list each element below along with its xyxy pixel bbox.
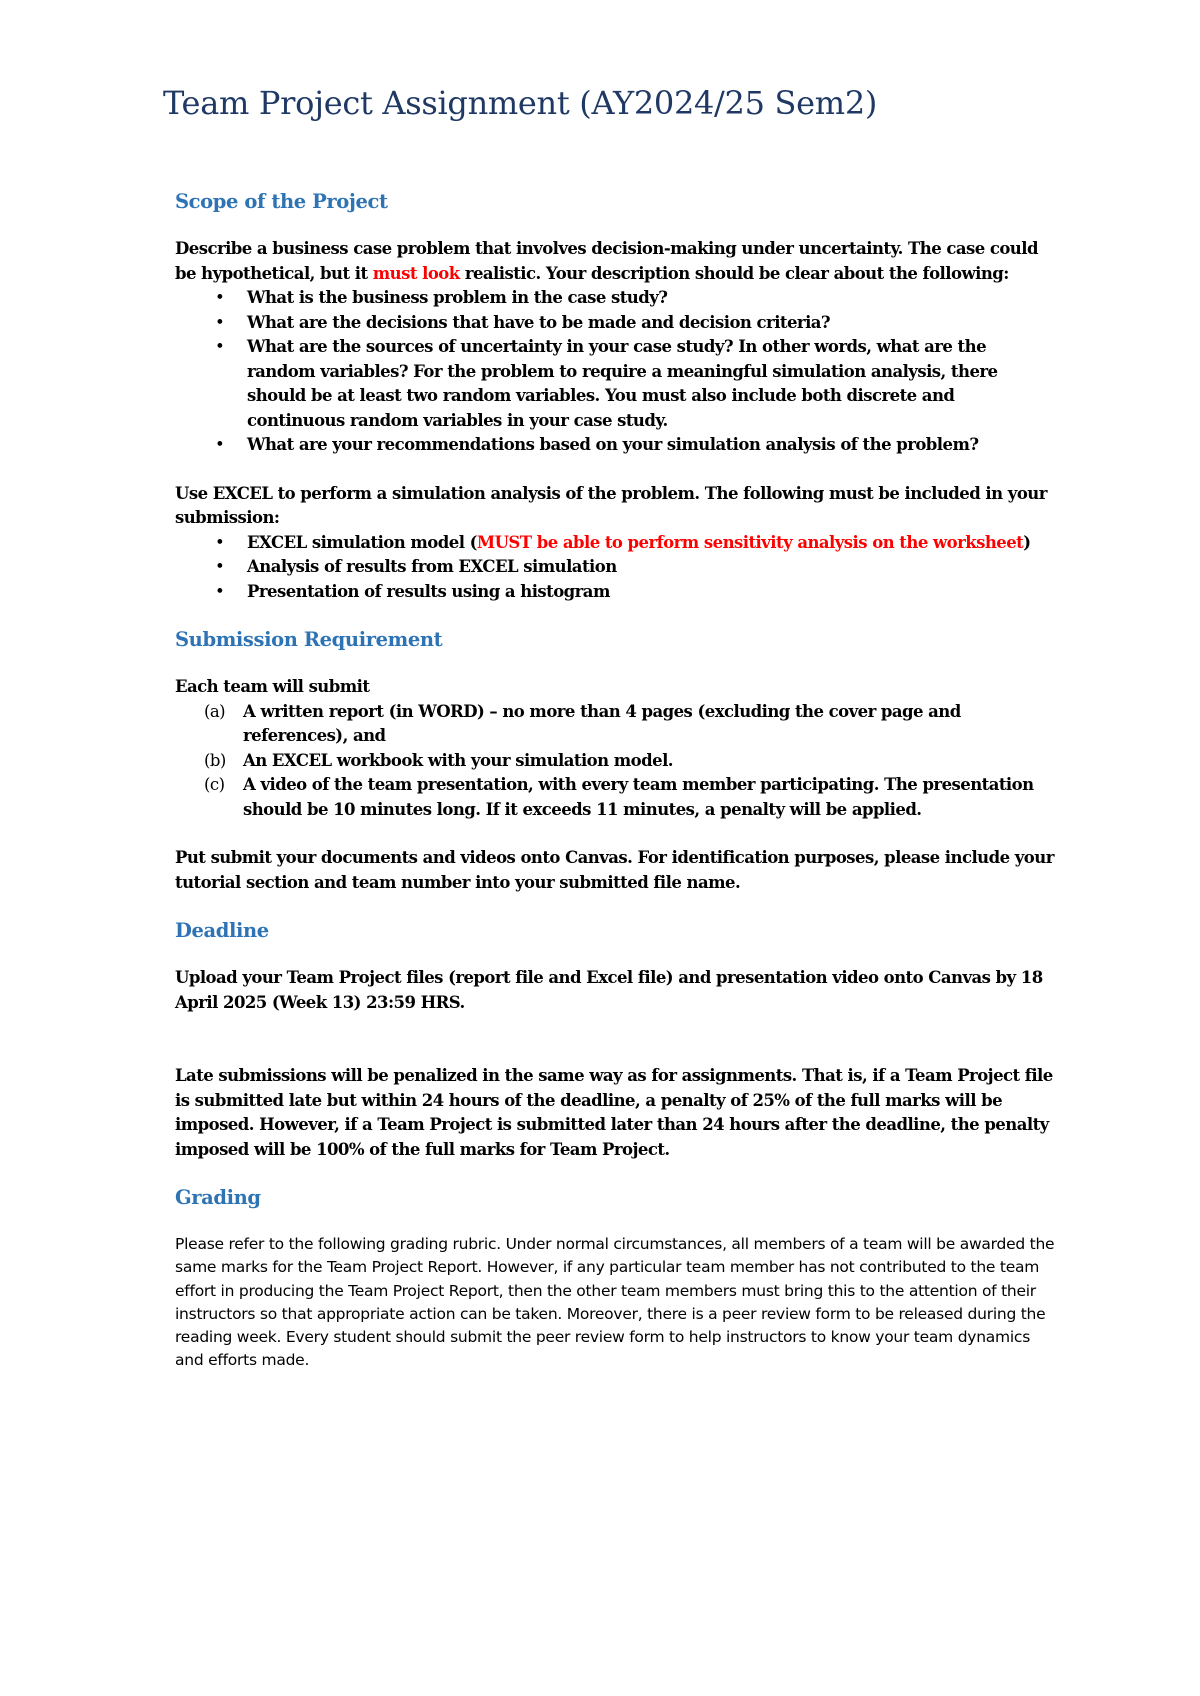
submission-heading: Submission Requirement [175, 628, 443, 651]
document-title: Team Project Assignment (AY2024/25 Sem2) [163, 84, 878, 122]
list-item-text: A video of the team presentation, with every team member participating. The presentation should be 10 minutes long. If it exceeds 11 minutes, a penalty will be applied. [243, 775, 1034, 819]
bullet-icon: • [215, 337, 225, 356]
bullet-icon: • [215, 288, 225, 307]
submission-intro: Each team will submit [175, 677, 370, 696]
list-item-text: What is the business problem in the case study? [247, 288, 668, 307]
excel-requirement-list [175, 531, 1055, 605]
scope-heading: Scope of the Project [175, 190, 388, 213]
list-item [175, 531, 1055, 556]
list-item-text: What are the sources of uncertainty in your case study? In other words, what are the random variables? For the problem to require a meaningful simulation analysis, there should be at least two random variables. You must also include both discrete and continuous random variables in your case study. [247, 337, 998, 430]
list-item-emphasis: MUST be able to perform sensitivity analysis on the worksheet [476, 532, 1024, 552]
bullet-icon: • [215, 312, 225, 332]
list-item-text: A written report (in WORD) – no more than 4 pages (excluding the cover page and references), and [243, 701, 961, 745]
scope-intro-text: Describe a business case problem that involves decision-making under uncertainty. The case could be hypothetical, but it [175, 239, 1038, 283]
deadline-late-policy: Late submissions will be penalized in the same way as for assignments. That is, if a Team Project file is submitted late but within 24 hours of the deadline, a penalty of 25% of the full marks will be imposed. However, if a Team Project is submitted later than 24 hours after the deadline, the penalty imposed will be 100% of the full marks for Team Project. [175, 1066, 1053, 1159]
list-item [175, 286, 1055, 311]
list-item [175, 749, 1055, 774]
list-item-text: Presentation of results using a histogram [247, 581, 610, 601]
bullet-icon: • [215, 557, 225, 576]
list-item [175, 555, 1055, 580]
grading-body: Please refer to the following grading rubric. Under normal circumstances, all members of a team will be awarded the same marks for the Team Project Report. However, if any particular team member has not contributed to the team effort in producing the Team Project Report, then the other team members must bring this to the attention of their instructors so that appropriate action can be taken. Moreover, there is a peer review form to be released during the reading week. Every student should submit the peer review form to help instructors to know your team dynamics and efforts made. [175, 1235, 1055, 1370]
deadline-upload: Upload your Team Project files (report file and Excel file) and presentation video onto Canvas by 18 April 2025 (Week 13) 23:59 HRS. [175, 968, 1043, 1012]
list-item-marker: (c) [204, 775, 225, 794]
list-item [175, 335, 1055, 433]
list-item-text-end: ) [1023, 532, 1031, 552]
list-item-text: EXCEL simulation model ( [247, 532, 477, 552]
list-item-text: What are your recommendations based on your simulation analysis of the problem? [247, 435, 979, 454]
list-item-text: What are the decisions that have to be made and decision criteria? [247, 312, 831, 332]
bullet-icon: • [215, 532, 225, 552]
scope-intro-text-end: realistic. Your description should be clear about the following: [459, 263, 1009, 283]
deadline-heading: Deadline [175, 919, 269, 942]
list-item-text: An EXCEL workbook with your simulation model. [243, 750, 673, 770]
list-item [175, 580, 1055, 605]
submission-list [175, 700, 1055, 823]
list-item-marker: (b) [204, 750, 226, 770]
scope-intro [175, 237, 1055, 286]
scope-intro-emphasis: must look [372, 263, 460, 283]
submission-note: Put submit your documents and videos onto Canvas. For identification purposes, please include your tutorial section and team number into your submitted file name. [175, 848, 1054, 892]
list-item-text: Analysis of results from EXCEL simulation [247, 557, 617, 576]
excel-intro: Use EXCEL to perform a simulation analysis of the problem. The following must be included in your submission: [175, 483, 1047, 527]
list-item [175, 700, 1055, 749]
list-item [175, 311, 1055, 336]
bullet-icon: • [215, 581, 225, 601]
document-body [175, 190, 1055, 1373]
scope-question-list [175, 286, 1055, 458]
bullet-icon: • [215, 435, 225, 454]
list-item-marker: (a) [204, 701, 226, 721]
list-item [175, 433, 1055, 458]
grading-heading: Grading [175, 1186, 261, 1209]
list-item [175, 773, 1055, 822]
